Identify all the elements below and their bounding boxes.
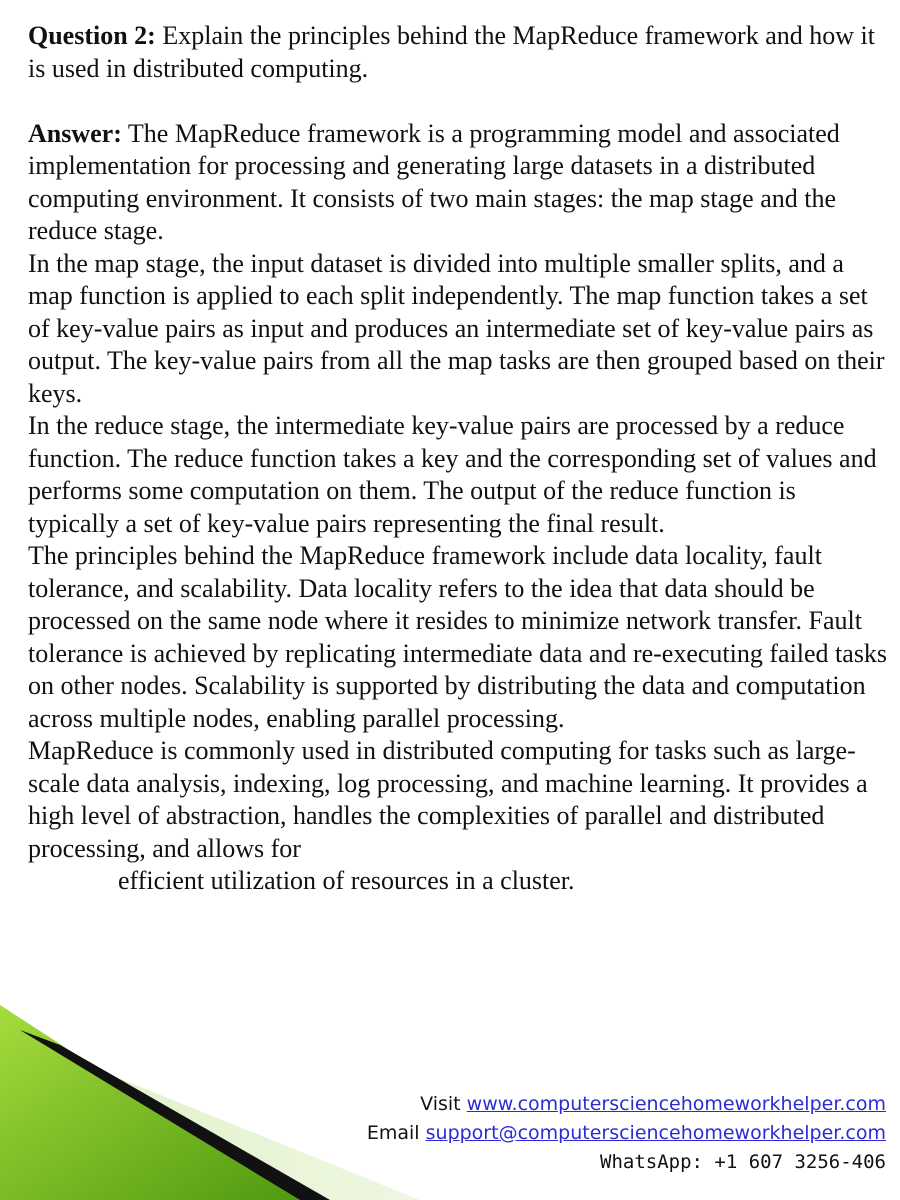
visit-line [367,1090,886,1119]
usage-last-line: efficient utilization of resources in a cluster. [118,866,575,895]
email-line [367,1119,886,1148]
contact-footer [367,1090,886,1177]
map-stage-paragraph: In the map stage, the input dataset is divided into multiple smaller splits, and a map function is applied to each split independently. The map function takes a set of key-value pairs as input and produces an intermediate set of key-value pairs as output. The key-value pairs from all the map tasks are then grouped based on their keys. [28,248,885,408]
website-link[interactable]: www.computersciencehomeworkhelper.com [466,1093,886,1115]
visit-label: Visit [420,1093,467,1115]
question-text: Explain the principles behind the MapReduce framework and how it is used in distributed computing. [28,21,875,83]
email-label: Email [366,1122,426,1144]
email-link[interactable]: support@computersciencehomeworkhelper.com [425,1122,886,1144]
document-body [28,20,890,898]
usage-paragraph: MapReduce is commonly used in distributed computing for tasks such as large-scale data analysis, indexing, log processing, and machine learning. It provides a high level of abstraction, handles the complexities of parallel and distributed processing, and allows for [28,736,868,863]
question-label: Question 2: [28,21,156,50]
principles-paragraph: The principles behind the MapReduce framework include data locality, fault tolerance, and scalability. Data locality refers to the idea that data should be processed on the same node where it resides to minimize network transfer. Fault tolerance is achieved by replicating intermediate data and re-executing failed tasks on other nodes. Scalability is supported by distributing the data and computation across multiple nodes, enabling parallel processing. [28,541,888,733]
whatsapp-line: WhatsApp: +1 607 3256-406 [600,1151,886,1173]
question-paragraph [28,20,890,85]
reduce-stage-paragraph: In the reduce stage, the intermediate key-value pairs are processed by a reduce function. The reduce function takes a key and the corresponding set of values and performs some computation on them. The output of the reduce function is typically a set of key-value pairs representing the final result. [28,411,877,538]
answer-label: Answer: [28,118,122,148]
answer-intro-paragraph [28,118,890,248]
answer-intro-text: The MapReduce framework is a programming model and associated implementation for processing and generating large datasets in a distributed computing environment. It consists of two main stages: the map stage and the reduce stage. [28,118,840,245]
